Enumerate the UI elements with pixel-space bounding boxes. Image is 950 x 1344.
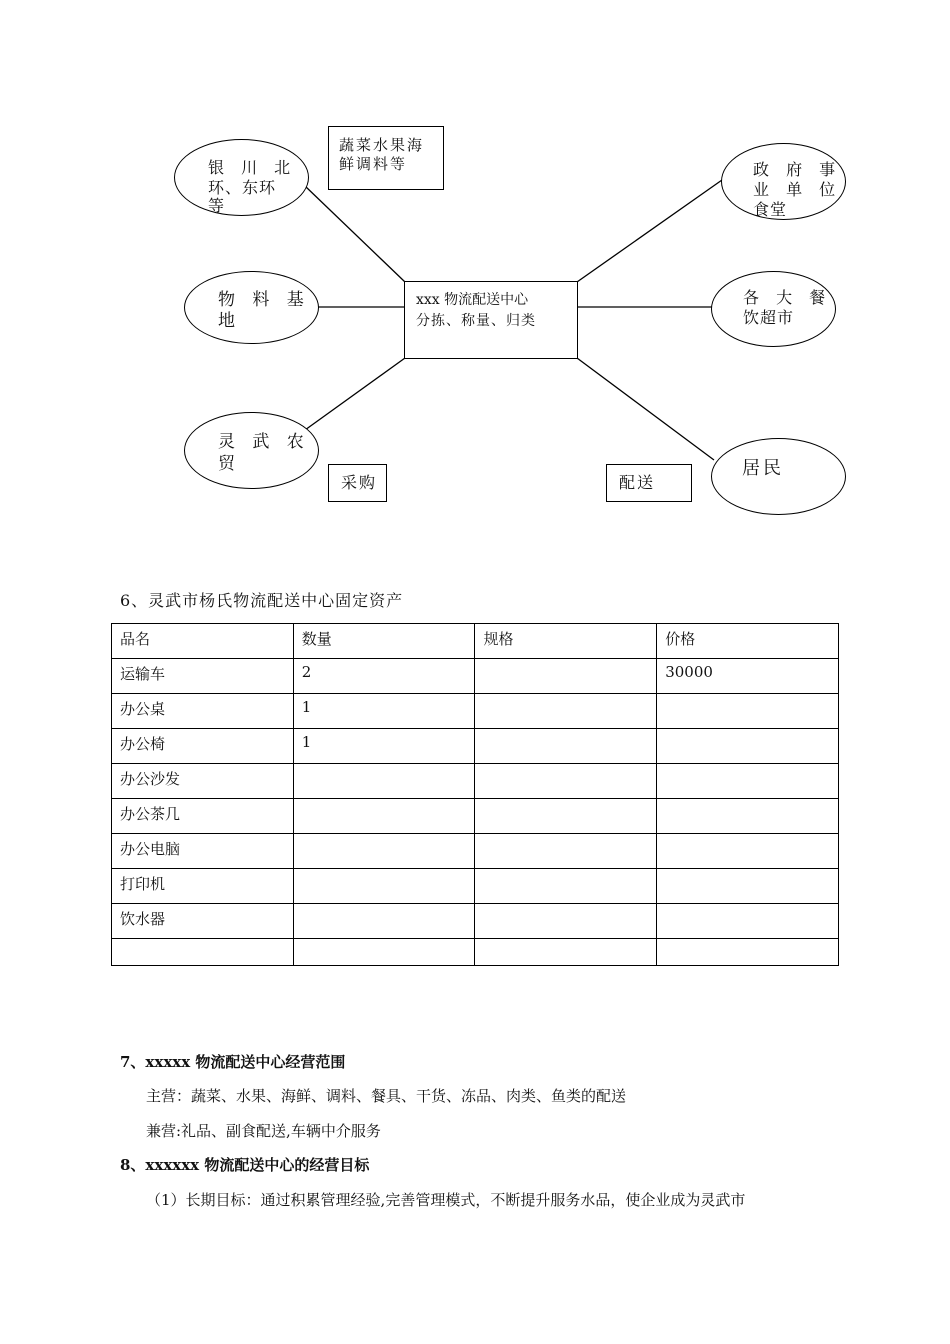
label-purchase: [328, 464, 387, 502]
node-restaurants-line1: 各 大 餐: [743, 288, 832, 307]
table-cell: 1: [293, 694, 475, 729]
fixed-assets-table: [111, 623, 839, 966]
node-material-base-line1: 物 料 基: [218, 290, 310, 310]
table-cell: [293, 869, 475, 904]
node-residents-line1: 居民: [742, 458, 784, 479]
center-box-line2: 分拣、称量、归类: [416, 313, 536, 329]
node-yinchuan-line1: 银 川 北: [208, 158, 297, 177]
section8-title: 8、xxxxxx 物流配送中心的经营目标: [120, 1156, 370, 1174]
table-cell: 打印机: [112, 869, 294, 904]
table-row: [112, 904, 839, 939]
section7-title: 7、xxxxx 物流配送中心经营范围: [120, 1053, 346, 1071]
table-header-row: [112, 624, 839, 659]
section8-item1: （1）长期目标：通过积累管理经验,完善管理模式，不断提升服务水品，使企业成为灵武市: [146, 1191, 746, 1209]
table-cell: [475, 799, 657, 834]
connector-right-bottom: [577, 358, 714, 460]
table-cell: [293, 799, 475, 834]
table-cell: 办公桌: [112, 694, 294, 729]
table-cell: [475, 834, 657, 869]
table-cell: [475, 904, 657, 939]
table-cell: [657, 869, 839, 904]
table-cell: 办公电脑: [112, 834, 294, 869]
node-lingwu-farm-line2: 贸: [218, 454, 241, 474]
table-cell: [475, 729, 657, 764]
node-lingwu-farm: [184, 412, 319, 489]
table-row: [112, 659, 839, 694]
table-row: [112, 729, 839, 764]
table-cell: [657, 799, 839, 834]
table-cell: [293, 904, 475, 939]
node-restaurants: [711, 271, 836, 347]
table-row: [112, 834, 839, 869]
table-cell: 1: [293, 729, 475, 764]
node-yinchuan: [174, 139, 309, 216]
center-box-line1: xxx 物流配送中心: [416, 292, 529, 308]
table-cell: [657, 834, 839, 869]
table-cell: 2: [293, 659, 475, 694]
table-cell: [657, 729, 839, 764]
node-government: [721, 143, 846, 220]
section7-side-business: 兼营:礼品、副食配送,车辆中介服务: [146, 1122, 381, 1140]
table-cell: 办公茶几: [112, 799, 294, 834]
node-government-line2: 业 单 位: [753, 180, 842, 199]
center-box: [404, 281, 578, 359]
section6-title: 6、灵武市杨氏物流配送中心固定资产: [120, 591, 404, 610]
table-cell: [112, 939, 294, 966]
node-residents: [711, 438, 846, 515]
header-cell: 价格: [657, 624, 839, 659]
node-lingwu-farm-line1: 灵 武 农: [218, 432, 310, 452]
header-cell: 品名: [112, 624, 294, 659]
label-delivery: [606, 464, 692, 502]
table-row: [112, 799, 839, 834]
section7-main-business: 主营：蔬菜、水果、海鲜、调料、餐具、干货、冻品、肉类、鱼类的配送: [146, 1087, 627, 1105]
node-government-line1: 政 府 事: [753, 160, 842, 179]
node-material-base-line2: 地: [218, 311, 241, 331]
connector-left-top: [305, 186, 405, 282]
table-cell: [657, 764, 839, 799]
table-cell: [475, 659, 657, 694]
note-box-line1: 蔬菜水果海: [339, 136, 425, 154]
node-material-base: [184, 271, 319, 344]
table-cell: 饮水器: [112, 904, 294, 939]
header-cell: 规格: [475, 624, 657, 659]
node-restaurants-line2: 饮超市: [743, 308, 795, 327]
table-cell: 办公椅: [112, 729, 294, 764]
table-cell: [657, 694, 839, 729]
table-cell: [475, 869, 657, 904]
table-cell: 运输车: [112, 659, 294, 694]
connector-left-bottom: [305, 358, 405, 430]
label-purchase-text: 采购: [341, 473, 378, 492]
note-box-line2: 鲜调料等: [339, 155, 408, 173]
node-government-line3: 食堂: [753, 200, 788, 219]
table-cell: [657, 904, 839, 939]
table-cell: 30000: [657, 659, 839, 694]
table-cell: [475, 694, 657, 729]
node-yinchuan-line3: 等: [208, 196, 231, 215]
table-cell: [657, 939, 839, 966]
table-cell: [475, 939, 657, 966]
table-row: [112, 694, 839, 729]
node-yinchuan-line2: 环、东环: [208, 178, 277, 197]
table-cell: 办公沙发: [112, 764, 294, 799]
connector-right-top: [577, 180, 722, 282]
table-row: [112, 869, 839, 904]
table-row: [112, 939, 839, 966]
table-cell: [293, 939, 475, 966]
table-cell: [293, 834, 475, 869]
label-delivery-text: 配送: [619, 473, 656, 492]
table-cell: [293, 764, 475, 799]
table-cell: [475, 764, 657, 799]
table-row: [112, 764, 839, 799]
logistics-diagram: [0, 0, 950, 540]
note-box-goods: [328, 126, 444, 190]
header-cell: 数量: [293, 624, 475, 659]
